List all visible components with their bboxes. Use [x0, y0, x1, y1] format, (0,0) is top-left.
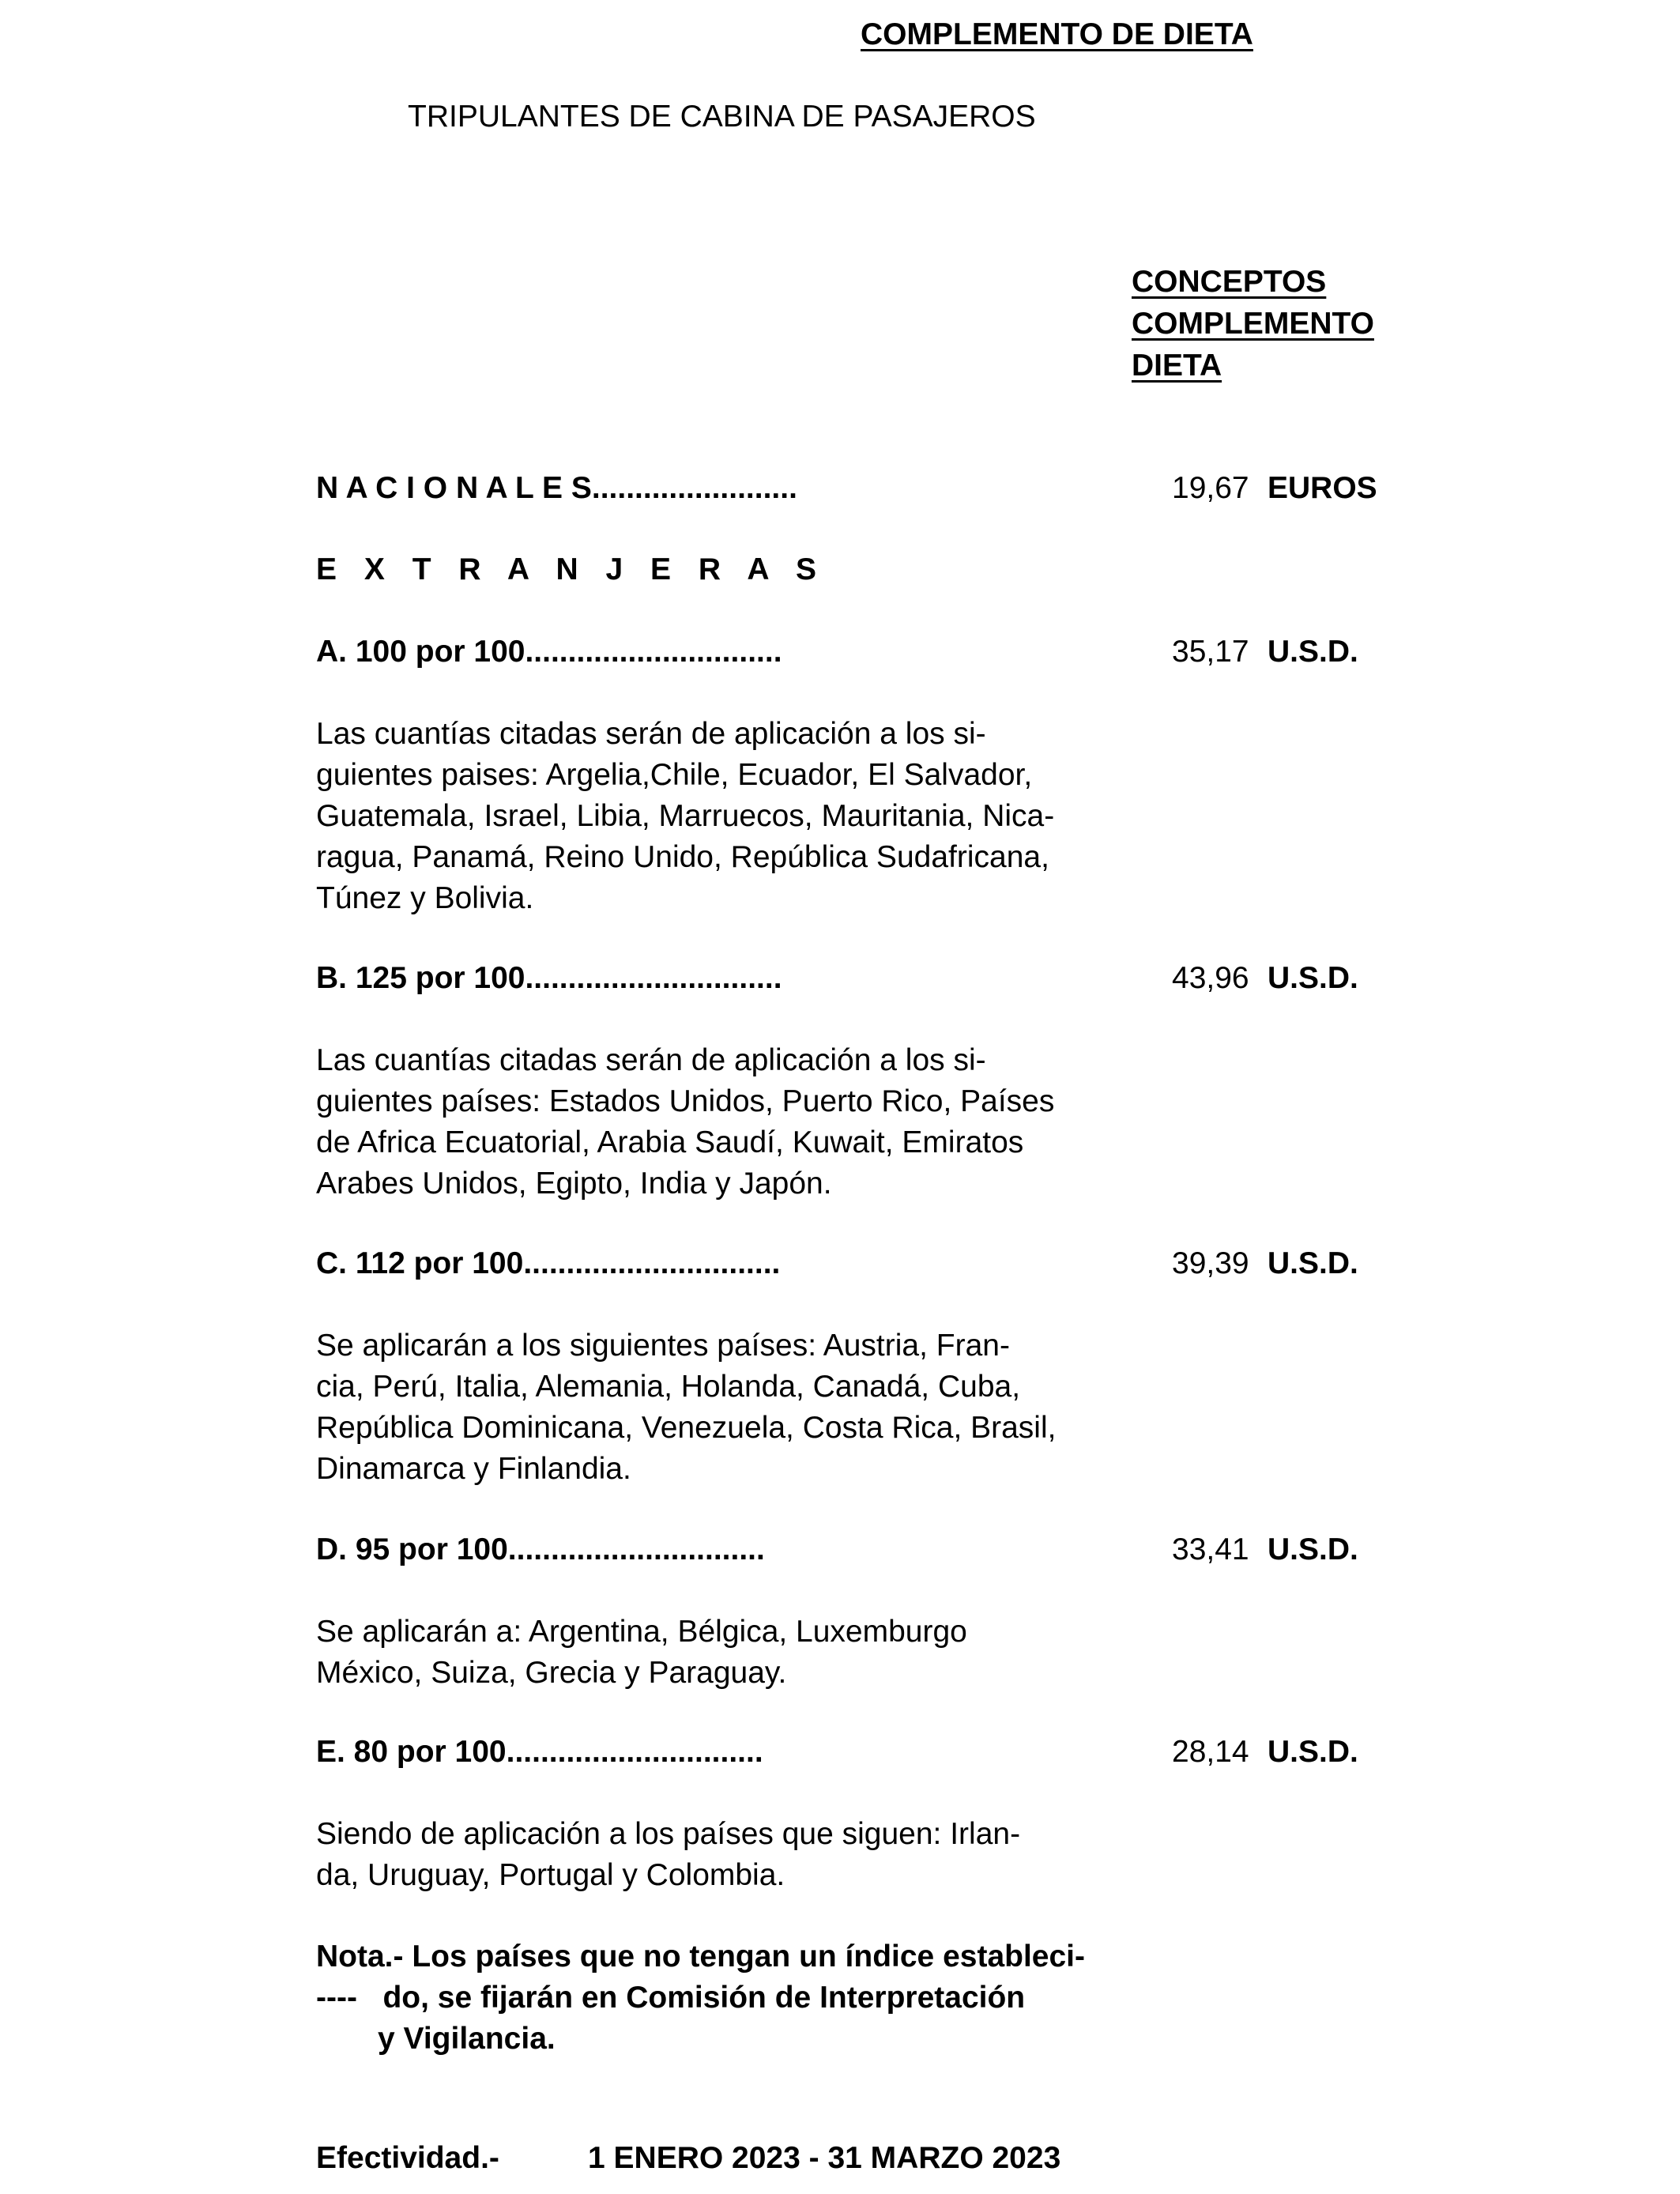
group-e-label: E. 80 por 100.............................. [316, 1735, 763, 1769]
nota-line: y Vigilancia. [378, 2022, 556, 2056]
nacionales-currency: EUROS [1268, 471, 1377, 505]
document-title: COMPLEMENTO DE DIETA [861, 17, 1253, 51]
nacionales-label: N A C I O N A L E S........................ [316, 471, 797, 505]
group-a-amount: 35,17 [1172, 635, 1249, 669]
group-c-amount: 39,39 [1172, 1246, 1249, 1280]
group-b-amount: 43,96 [1172, 961, 1249, 995]
paragraph-line: Las cuantías citadas serán de aplicación a los si- [316, 1043, 986, 1077]
group-a-countries [316, 714, 1054, 919]
nacionales-amount: 19,67 [1172, 471, 1249, 505]
group-e-currency: U.S.D. [1268, 1735, 1358, 1769]
document-subtitle: TRIPULANTES DE CABINA DE PASAJEROS [408, 100, 1036, 134]
column-header-line: CONCEPTOS [1132, 265, 1327, 299]
group-e-countries [316, 1814, 1020, 1896]
paragraph-line: de Africa Ecuatorial, Arabia Saudí, Kuwait, Emiratos [316, 1125, 1024, 1159]
paragraph-line: da, Uruguay, Portugal y Colombia. [316, 1858, 785, 1892]
group-a-label: A. 100 por 100.............................. [316, 635, 782, 669]
group-d-currency: U.S.D. [1268, 1532, 1358, 1566]
paragraph-line: Las cuantías citadas serán de aplicación a los si- [316, 717, 986, 751]
paragraph-line: México, Suiza, Grecia y Paraguay. [316, 1656, 787, 1690]
group-b-countries [316, 1040, 1054, 1204]
group-c-label: C. 112 por 100.............................. [316, 1246, 781, 1280]
paragraph-line: Siendo de aplicación a los países que siguen: Irlan- [316, 1817, 1021, 1851]
efectividad-label: Efectividad.- [316, 2141, 499, 2175]
group-d-countries [316, 1612, 967, 1694]
group-c-currency: U.S.D. [1268, 1246, 1358, 1280]
column-header-line: COMPLEMENTO [1132, 307, 1374, 341]
paragraph-line: guientes países: Estados Unidos, Puerto Rico, Países [316, 1084, 1055, 1118]
group-c-countries [316, 1325, 1056, 1490]
group-d-amount: 33,41 [1172, 1532, 1249, 1566]
paragraph-line: República Dominicana, Venezuela, Costa Rica, Brasil, [316, 1411, 1057, 1445]
group-b-currency: U.S.D. [1268, 961, 1358, 995]
column-header-line: DIETA [1132, 349, 1222, 383]
group-b-label: B. 125 por 100.............................. [316, 961, 782, 995]
nota-line: ---- do, se fijarán en Comisión de Interpretación [316, 1981, 1026, 2015]
paragraph-line: Guatemala, Israel, Libia, Marruecos, Mauritania, Nica- [316, 799, 1055, 833]
extranjeras-heading: E X T R A N J E R A S [316, 552, 826, 586]
group-e-amount: 28,14 [1172, 1735, 1249, 1769]
paragraph-line: Arabes Unidos, Egipto, India y Japón. [316, 1167, 832, 1201]
paragraph-line: Túnez y Bolivia. [316, 881, 534, 915]
column-header [1132, 261, 1374, 386]
paragraph-line: guientes paises: Argelia,Chile, Ecuador, El Salvador, [316, 758, 1033, 792]
paragraph-line: cia, Perú, Italia, Alemania, Holanda, Canadá, Cuba, [316, 1370, 1021, 1404]
paragraph-line: Se aplicarán a los siguientes países: Austria, Fran- [316, 1329, 1010, 1363]
paragraph-line: ragua, Panamá, Reino Unido, República Sudafricana, [316, 840, 1049, 874]
paragraph-line: Dinamarca y Finlandia. [316, 1452, 631, 1486]
nota-line: Nota.- Los países que no tengan un índice estableci- [316, 1940, 1086, 1973]
paragraph-line: Se aplicarán a: Argentina, Bélgica, Luxemburgo [316, 1615, 967, 1649]
efectividad-period: 1 ENERO 2023 - 31 MARZO 2023 [588, 2141, 1061, 2175]
group-d-label: D. 95 por 100.............................. [316, 1532, 765, 1566]
group-a-currency: U.S.D. [1268, 635, 1358, 669]
nota [316, 1936, 1085, 2060]
